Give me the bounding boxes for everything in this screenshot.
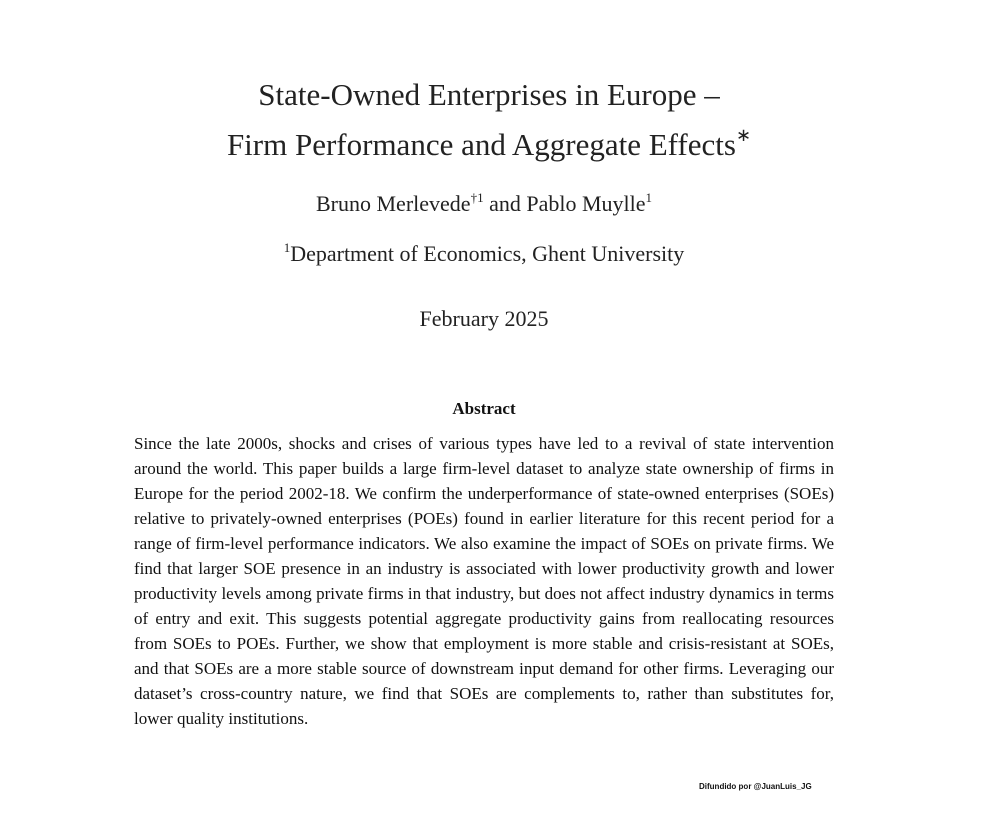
title-line-2-text: Firm Performance and Aggregate Effects: [226, 127, 736, 162]
authors: [0, 191, 968, 217]
author-2-name: Pablo Muylle: [526, 191, 646, 216]
affiliation-mark: 1: [283, 240, 291, 255]
author-1-name: Bruno Merlevede: [316, 191, 471, 216]
authors-conjunction: and: [483, 191, 527, 216]
paper-title: [0, 70, 978, 170]
footer-credit: Difundido por @JuanLuis_JG: [699, 782, 812, 791]
affiliation: [0, 241, 968, 267]
title-footnote-mark: ∗: [735, 125, 752, 145]
author-2-marks: 1: [645, 190, 652, 205]
affiliation-text: Department of Economics, Ghent University: [290, 241, 685, 266]
abstract-heading: Abstract: [452, 399, 516, 418]
title-line-1: State-Owned Enterprises in Europe –: [258, 77, 720, 112]
title-line-2: [0, 120, 978, 170]
abstract-body: Since the late 2000s, shocks and crises of various types have led to a revival of state intervention around the world. This paper builds a large firm-level dataset to analyze state ownership of firms in Europe for the period 2002-18. We confirm the underperformance of state-owned enterprises (SOEs) relative to privately-owned enterprises (POEs) found in earlier literature for this recent period for a range of firm-level performance indicators. We also examine the impact of SOEs on private firms. We find that larger SOE presence in an industry is associated with lower productivity growth and lower productivity levels among private firms in that industry, but does not affect industry dynamics in terms of entry and exit. This suggests potential aggregate productivity gains from reallocating resources from SOEs to POEs. Further, we show that employment is more stable and crisis-resistant at SOEs, and that SOEs are a more stable source of downstream input demand for other firms. Leveraging our dataset’s cross-country nature, we find that SOEs are complements to, rather than substitutes for, lower quality institutions.: [134, 434, 834, 728]
author-1-marks: †1: [470, 190, 484, 205]
publication-date: February 2025: [419, 306, 549, 331]
